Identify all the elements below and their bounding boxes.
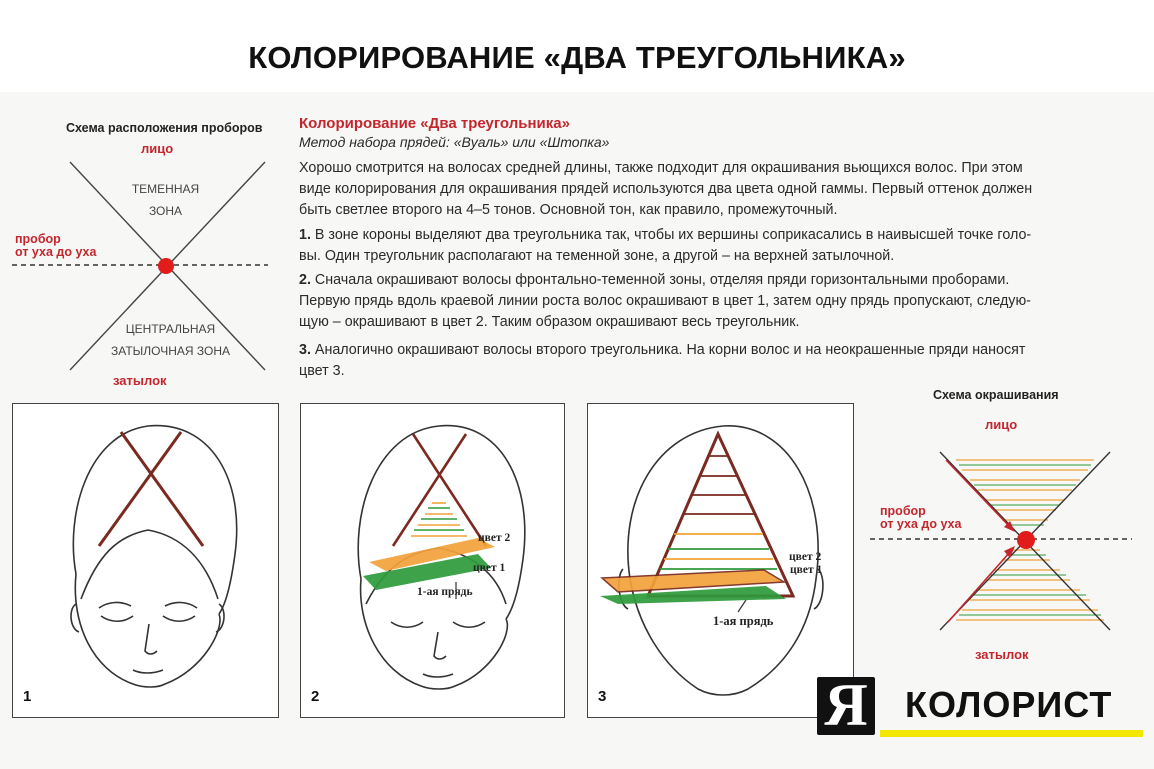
step-1: 1. В зоне короны выделяют два треугольника так, чтобы их вершины соприкасались в наивысшей точке голо- вы. Один треугольник располагают на теменной зоне, а другой – на верхней затылочной. — [299, 227, 1032, 264]
lower-arrow-shaft — [948, 552, 1010, 622]
block-method: Метод набора прядей: «Вуаль» или «Штопка» — [299, 134, 610, 150]
illustration-panel-1 — [12, 403, 279, 718]
illustration-panel-2 — [300, 403, 565, 718]
logo-underline — [880, 730, 1143, 737]
dye-scheme-title: Схема окрашивания — [933, 388, 1059, 402]
color-2-label: цвет 2 — [789, 551, 822, 563]
nape-label: затылок — [113, 373, 167, 388]
lower-triangle-stripes-green — [414, 508, 464, 530]
eyes — [99, 602, 197, 621]
occipital-zone-label: ЦЕНТРАЛЬНАЯ ЗАТЫЛОЧНАЯ ЗОНА — [111, 322, 230, 358]
panel-number: 3 — [598, 688, 607, 705]
eyes — [391, 622, 485, 627]
nose-mouth — [423, 632, 453, 677]
logo-text: КОЛОРИСТ — [905, 684, 1113, 725]
logo-glyph: Я — [824, 672, 868, 738]
color-2-label: цвет 2 — [478, 532, 511, 544]
step-2: 2. Сначала окрашивают волосы фронтально-теменной зоны, отделяя пряди горизонтальными проборами. Первую прядь вдоль краевой линии роста волос окрашивают в цвет 1, затем одну прядь пропускают, следую- щую – окрашивают в цвет 2. Таким образом окрашивают весь треугольник. — [299, 272, 1031, 330]
dye-scheme-diagram — [860, 440, 1150, 650]
dye-nape-label: затылок — [975, 647, 1029, 662]
crown-point — [158, 258, 174, 274]
color-1-label: цвет 1 — [790, 564, 823, 576]
nose-mouth — [133, 624, 163, 673]
parting-scheme-title: Схема расположения проборов — [66, 121, 263, 135]
dye-face-label: лицо — [985, 417, 1018, 432]
page-title: КОЛОРИРОВАНИЕ «ДВА ТРЕУГОЛЬНИКА» — [248, 40, 906, 75]
dye-parting-label: пробор от уха до уха — [880, 504, 962, 531]
head-outline — [71, 426, 237, 687]
face-label: лицо — [141, 141, 174, 156]
lower-triangle-stripes — [956, 550, 1104, 620]
illustration-panel-3 — [587, 403, 854, 718]
triangle-partings — [99, 432, 203, 546]
panel-number: 2 — [311, 688, 320, 705]
step-3: 3. Аналогично окрашивают волосы второго треугольника. На корни волос и на неокрашенные пряди наносят цвет 3. — [299, 342, 1026, 379]
crown-point — [1017, 531, 1035, 549]
panel-number: 1 — [23, 688, 32, 705]
first-strand-label: 1-ая прядь — [713, 614, 774, 628]
pointer-arrow — [738, 600, 746, 612]
color-1-label: цвет 1 — [473, 562, 506, 574]
intro-paragraph: Хорошо смотрится на волосах средней длины, также подходит для окрашивания вьющихся волос. При этом виде колорирования для окрашивания прядей используются два цвета одной гаммы. Первый оттенок должен быть светлее второго на 4–5 тонов. Основной тон, как правило, промежуточный. — [299, 160, 1033, 218]
parting-label: пробор от уха до уха — [15, 232, 97, 259]
first-strand-label: 1-ая прядь — [417, 586, 473, 598]
crown-zone-label: ТЕМЕННАЯ ЗОНА — [131, 182, 200, 218]
block-title: Колорирование «Два треугольника» — [299, 115, 570, 132]
